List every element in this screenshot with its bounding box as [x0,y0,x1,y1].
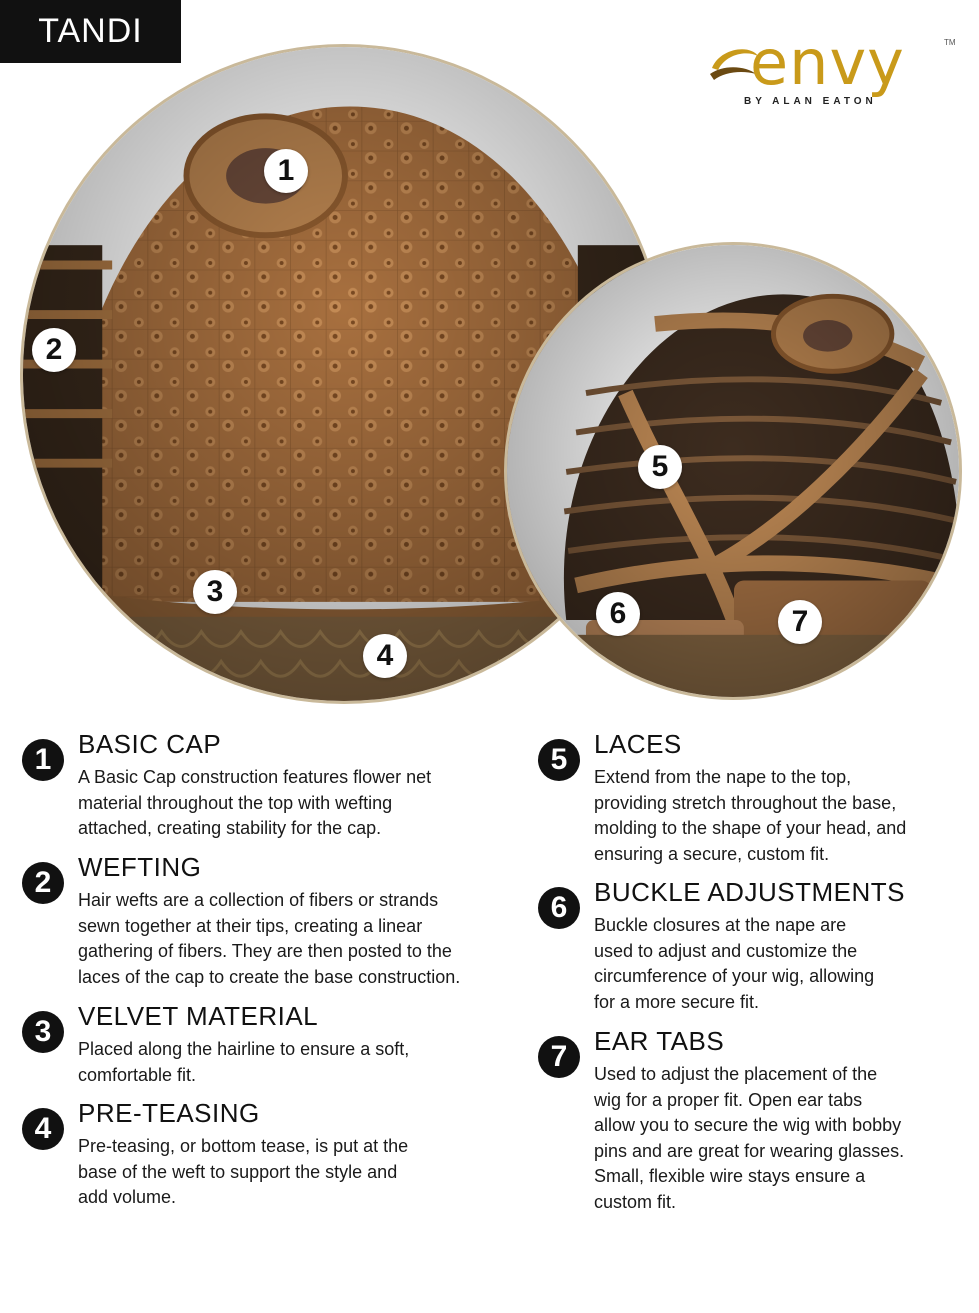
photo-marker-1: 1 [264,149,308,193]
feature-description: A Basic Cap construction features flower net material throughout the top with wefting attached, creating stability for the cap. [78,767,432,838]
feature-number: 3 [22,1011,64,1053]
feature-number: 5 [538,739,580,781]
feature-description: Buckle closures at the nape are used to adjust and customize the circumference of your wig, allowing for a more secure fit. [594,915,875,1012]
feature-description: Placed along the hairline to ensure a soft, comfortable fit. [78,1039,410,1085]
product-name-tag [0,0,181,63]
feature-number: 1 [22,739,64,781]
feature-description: Pre-teasing, or bottom tease, is put at the base of the weft to support the style and add volume. [78,1136,409,1207]
feature-number: 6 [538,887,580,929]
photo-marker-3: 3 [193,570,237,614]
feature-description: Extend from the nape to the top, providing stretch throughout the base, molding to the shape of your head, and ensuring a secure, custom fit. [594,767,907,864]
brand-subline: BY ALAN EATON [744,96,877,107]
feature-title: LACES [594,729,682,759]
feature-number: 2 [22,862,64,904]
photo-marker-2: 2 [32,328,76,372]
feature-description: Hair wefts are a collection of fibers or strands sewn together at their tips, creating a linear gathering of fibers. They are then posted to the laces of the cap to create the base construction. [78,890,461,987]
wig-cap-back-image [507,245,959,697]
photo-marker-4: 4 [363,634,407,678]
feature-title: BASIC CAP [78,729,222,759]
feature-title: WEFTING [78,852,202,882]
feature-number: 4 [22,1108,64,1150]
product-name: TANDI [38,12,143,50]
trademark-symbol: TM [944,38,956,47]
brand-wordmark: envy [750,26,905,99]
photo-marker-7: 7 [778,600,822,644]
feature-number: 7 [538,1036,580,1078]
brand-logo [706,26,962,114]
photo-marker-5: 5 [638,445,682,489]
feature-title: BUCKLE ADJUSTMENTS [594,877,905,907]
photo-marker-6: 6 [596,592,640,636]
feature-description: Used to adjust the placement of the wig for a proper fit. Open ear tabs allow you to secure the wig with bobby pins and are great for wearing glasses. Small, flexible wire stays ensure a custom fit. [594,1064,905,1212]
cap-back-photo [504,242,962,700]
feature-title: PRE-TEASING [78,1098,260,1128]
feature-title: VELVET MATERIAL [78,1001,319,1031]
feature-title: EAR TABS [594,1026,725,1056]
